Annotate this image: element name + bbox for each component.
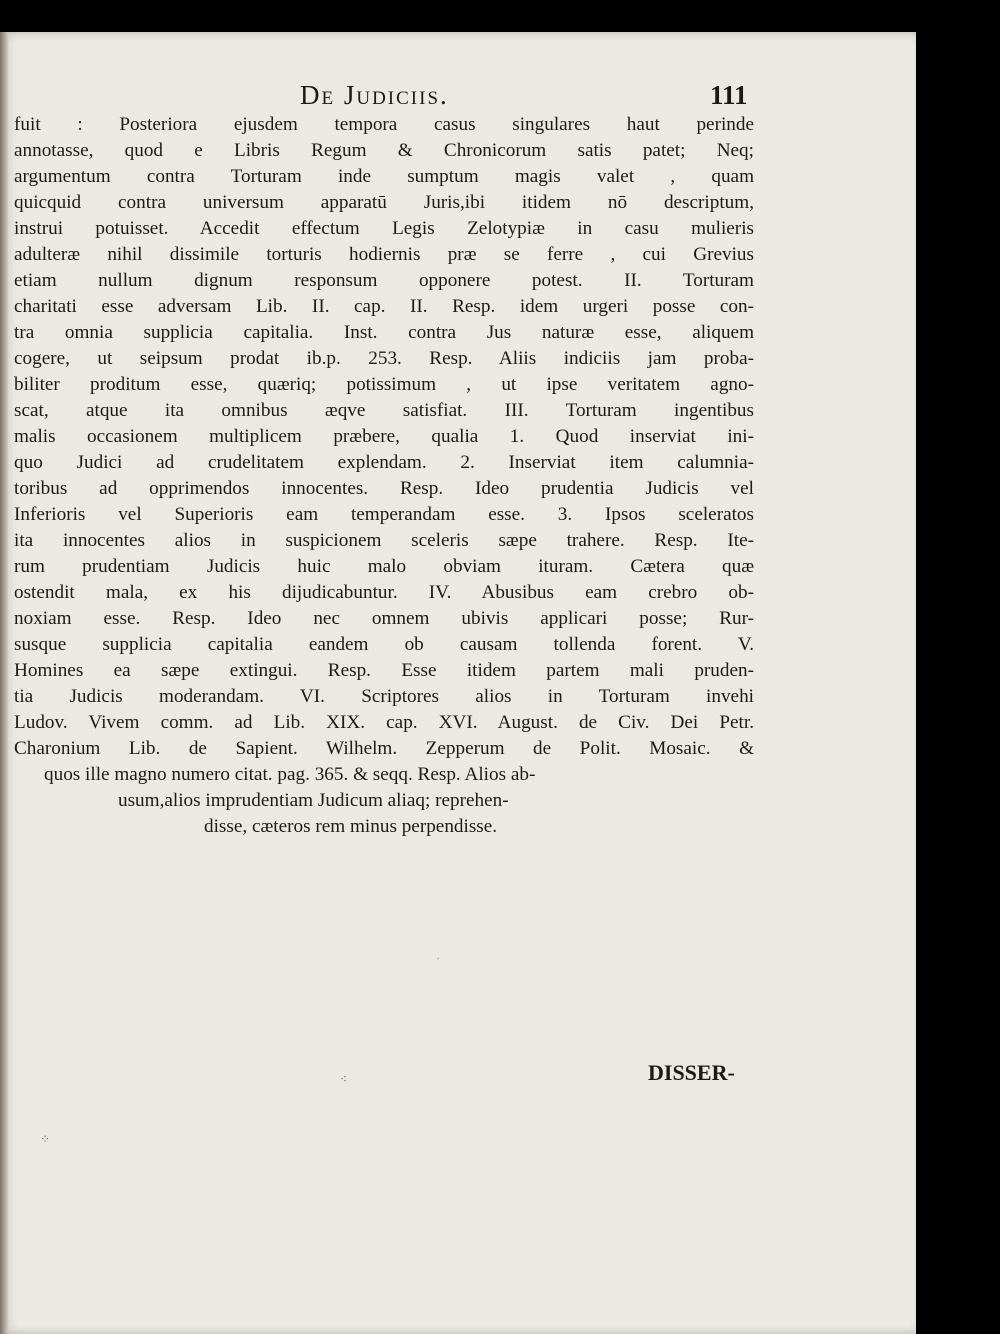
text-line: biliter proditum esse, quæriq; potissimum , ut ipse veritatem agno- [14, 374, 754, 395]
text-line: charitati esse adversam Lib. II. cap. II. Resp. idem urgeri posse con- [14, 296, 754, 317]
text-line: toribus ad opprimendos innocentes. Resp. Ideo prudentia Judicis vel [14, 478, 754, 499]
text-line: Ludov. Vivem comm. ad Lib. XIX. cap. XVI. August. de Civ. Dei Petr. [14, 712, 754, 733]
text-line: tia Judicis moderandam. VI. Scriptores alios in Torturam invehi [14, 686, 754, 707]
text-line: scat, atque ita omnibus æqve satisfiat. III. Torturam ingentibus [14, 400, 754, 421]
text-line: fuit : Posteriora ejusdem tempora casus singulares haut perinde [14, 114, 754, 135]
text-line: annotasse, quod e Libris Regum & Chronicorum satis patet; Neq; [14, 140, 754, 161]
text-line: susque supplicia capitalia eandem ob causam tollenda forent. V. [14, 634, 754, 655]
text-line: argumentum contra Torturam inde sumptum magis valet , quam [14, 166, 754, 187]
text-line: Homines ea sæpe extingui. Resp. Esse itidem partem mali pruden- [14, 660, 754, 681]
text-line: Charonium Lib. de Sapient. Wilhelm. Zepperum de Polit. Mosaic. & [14, 738, 754, 759]
text-line: quos ille magno numero citat. pag. 365. & seqq. Resp. Alios ab- [44, 764, 536, 785]
text-line: quicquid contra universum apparatū Juris,ibi itidem nō descriptum, [14, 192, 754, 213]
ink-speck: ⁖ [340, 1072, 348, 1086]
catchword: DISSER- [648, 1060, 735, 1085]
text-line: noxiam esse. Resp. Ideo nec omnem ubivis applicari posse; Rur- [14, 608, 754, 629]
page-number: 111 [710, 80, 748, 110]
page-gutter [0, 32, 8, 1334]
text-line: usum,alios imprudentiam Judicum aliaq; reprehen- [118, 790, 509, 811]
ink-speck: ⁘ [40, 1132, 51, 1146]
text-line: quo Judici ad crudelitatem explendam. 2. Inserviat item calumnia- [14, 452, 754, 473]
text-line: rum prudentiam Judicis huic malo obviam ituram. Cætera quæ [14, 556, 754, 577]
body-text [14, 112, 754, 840]
text-line: adulteræ nihil dissimile torturis hodiernis præ se ferre , cui Grevius [14, 244, 754, 265]
text-line: cogere, ut seipsum prodat ib.p. 253. Resp. Aliis indiciis jam proba- [14, 348, 754, 369]
text-line: disse, cæteros rem minus perpendisse. [204, 816, 498, 837]
running-head: De Judiciis. [300, 80, 449, 110]
text-line: malis occasionem multiplicem præbere, qualia 1. Quod inserviat ini- [14, 426, 754, 447]
text-line: tra omnia supplicia capitalia. Inst. contra Jus naturæ esse, aliquem [14, 322, 754, 343]
text-line: ostendit mala, ex his dijudicabuntur. IV. Abusibus eam crebro ob- [14, 582, 754, 603]
text-line: ita innocentes alios in suspicionem sceleris sæpe trahere. Resp. Ite- [14, 530, 754, 551]
text-line: etiam nullum dignum responsum opponere potest. II. Torturam [14, 270, 754, 291]
text-line: instrui potuisset. Accedit effectum Legis Zelotypiæ in casu mulieris [14, 218, 754, 239]
ink-speck: ˈ [436, 955, 440, 969]
text-line: Inferioris vel Superioris eam temperandam esse. 3. Ipsos sceleratos [14, 504, 754, 525]
